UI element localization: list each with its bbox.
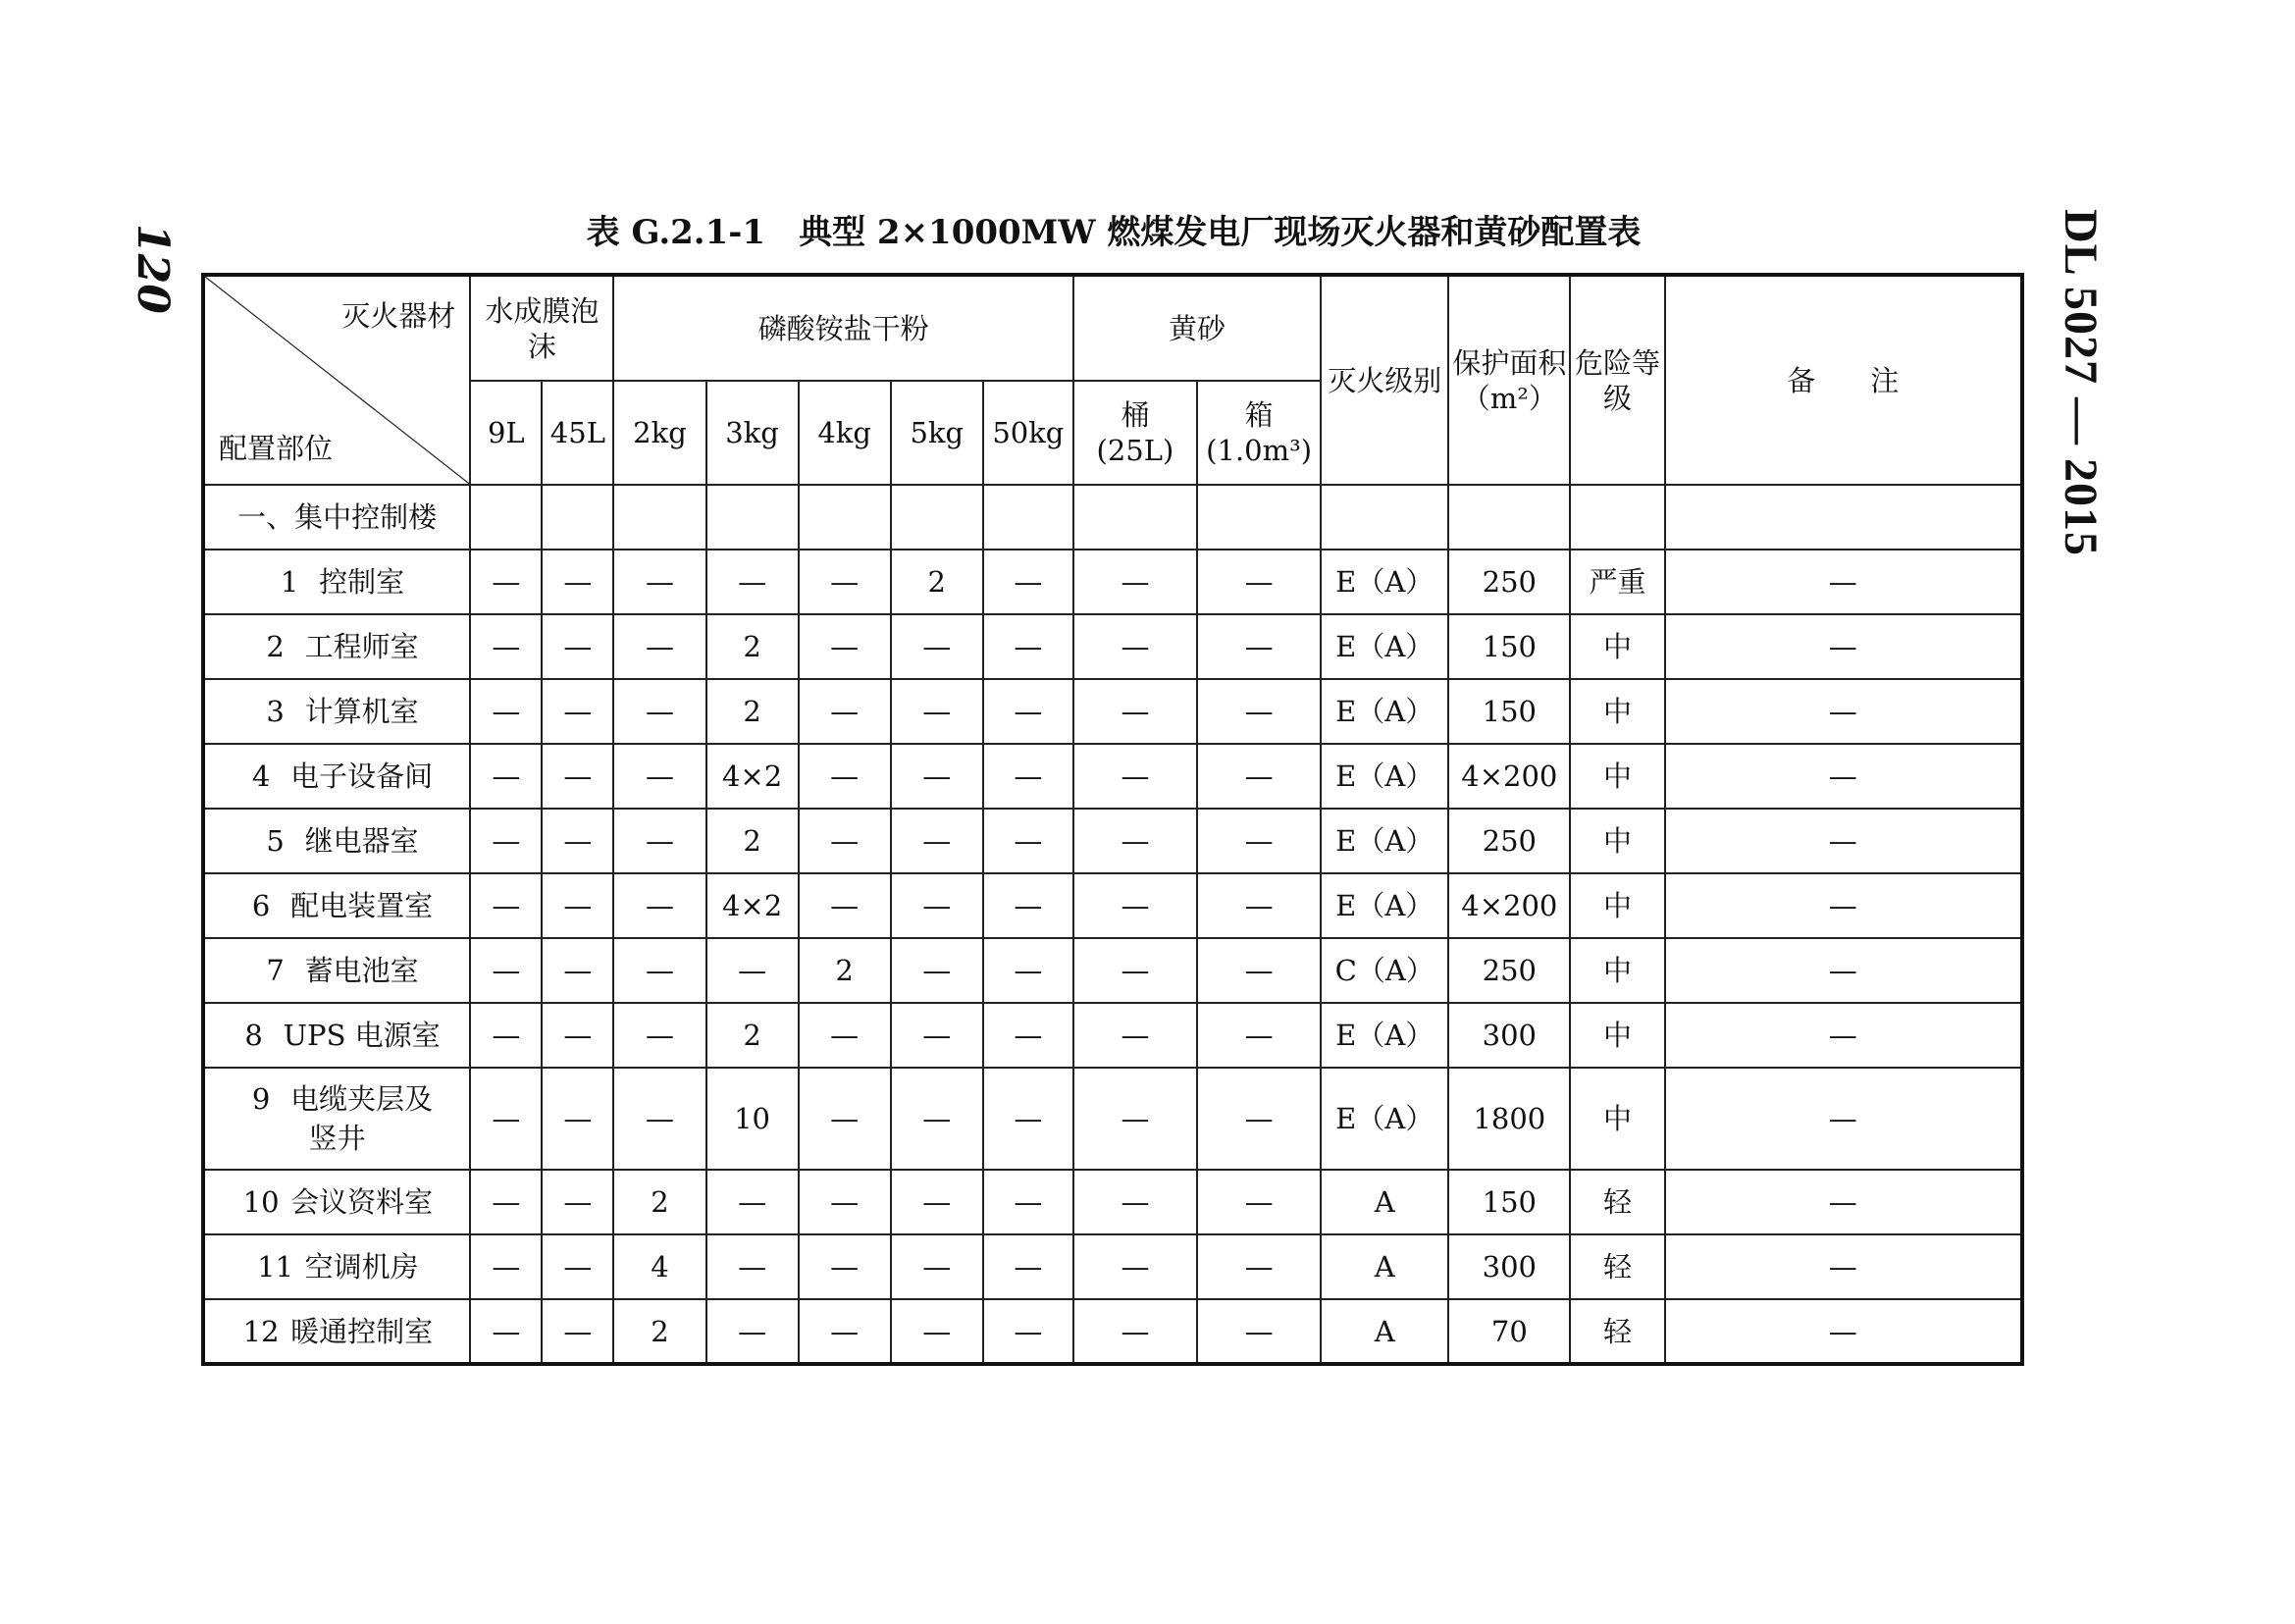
cell-fire-class: A [1321, 1299, 1448, 1364]
location-name: 工程师室 [304, 630, 419, 663]
cell-sand-bucket: — [1073, 550, 1197, 614]
cell-fire-class: E（A） [1321, 1003, 1448, 1068]
table-row [203, 1068, 2022, 1170]
cell-p-50kg: — [983, 1068, 1073, 1170]
cell-remarks: — [1665, 614, 2023, 679]
row-number: 4 [251, 760, 271, 793]
diagonal-header-equipment: 灭火器材 [341, 299, 456, 333]
cell-p-4kg: — [799, 550, 891, 614]
cell-p-5kg: — [891, 1003, 983, 1068]
cell-p-4kg: — [799, 679, 891, 744]
header-powder-2kg: 2kg [613, 381, 705, 485]
cell-p-3kg: 10 [706, 1068, 799, 1170]
location-cell [203, 1068, 470, 1170]
cell-p-2kg: — [613, 1003, 705, 1068]
header-sand: 黄砂 [1073, 275, 1321, 381]
cell-p-5kg: — [891, 1170, 983, 1234]
section-cell [706, 485, 799, 550]
cell-foam-9L: — [470, 1234, 542, 1299]
header-area-unit: （m²） [1461, 381, 1557, 415]
row-number: 11 [257, 1250, 294, 1283]
header-powder-3kg: 3kg [706, 381, 799, 485]
row-number: 2 [266, 630, 285, 663]
cell-sand-box: — [1197, 873, 1321, 938]
cell-p-4kg: — [799, 873, 891, 938]
cell-sand-bucket: — [1073, 1068, 1197, 1170]
cell-foam-9L: — [470, 550, 542, 614]
cell-area: 150 [1448, 1170, 1570, 1234]
cell-foam-45L: — [542, 809, 613, 873]
cell-p-5kg: — [891, 1068, 983, 1170]
location-name: 计算机室 [304, 695, 419, 728]
cell-area: 150 [1448, 679, 1570, 744]
cell-p-3kg: 4×2 [706, 873, 799, 938]
table-row [203, 938, 2022, 1003]
location-cell [203, 1234, 470, 1299]
table-row [203, 873, 2022, 938]
location-name: 会议资料室 [290, 1185, 434, 1219]
cell-p-5kg: — [891, 938, 983, 1003]
cell-foam-45L: — [542, 744, 613, 809]
section-cell [1073, 485, 1197, 550]
header-remarks-b: 注 [1870, 363, 1900, 397]
cell-p-5kg: — [891, 614, 983, 679]
cell-remarks: — [1665, 1003, 2023, 1068]
cell-p-4kg: — [799, 1299, 891, 1364]
cell-sand-bucket: — [1073, 1234, 1197, 1299]
cell-p-4kg: — [799, 1003, 891, 1068]
row-number: 12 [242, 1314, 280, 1348]
cell-p-50kg: — [983, 1003, 1073, 1068]
cell-p-2kg: — [613, 873, 705, 938]
cell-remarks: — [1665, 873, 2023, 938]
cell-sand-box: — [1197, 1170, 1321, 1234]
cell-foam-45L: — [542, 550, 613, 614]
cell-area: 150 [1448, 614, 1570, 679]
cell-remarks: — [1665, 679, 2023, 744]
cell-sand-bucket: — [1073, 1299, 1197, 1364]
cell-foam-45L: — [542, 938, 613, 1003]
cell-remarks: — [1665, 1299, 2023, 1364]
header-foam-45L: 45L [542, 381, 613, 485]
cell-foam-45L: — [542, 614, 613, 679]
cell-foam-9L: — [470, 744, 542, 809]
cell-sand-box: — [1197, 1068, 1321, 1170]
cell-hazard: 中 [1570, 938, 1664, 1003]
location-name: 电子设备间 [290, 760, 434, 793]
cell-p-4kg: — [799, 1234, 891, 1299]
cell-remarks: — [1665, 550, 2023, 614]
cell-hazard: 中 [1570, 873, 1664, 938]
cell-area: 1800 [1448, 1068, 1570, 1170]
cell-p-50kg: — [983, 938, 1073, 1003]
header-hazard-level: 危险等级 [1570, 275, 1664, 485]
cell-p-4kg: — [799, 614, 891, 679]
header-sand-box-label: 箱 [1244, 398, 1274, 432]
location-cell [203, 550, 470, 614]
cell-sand-bucket: — [1073, 873, 1197, 938]
section-row [203, 485, 2022, 550]
cell-p-3kg: — [706, 1299, 799, 1364]
location-cell [203, 1003, 470, 1068]
table-row [203, 550, 2022, 614]
cell-foam-9L: — [470, 809, 542, 873]
cell-fire-class: E（A） [1321, 873, 1448, 938]
section-cell [799, 485, 891, 550]
cell-fire-class: E（A） [1321, 744, 1448, 809]
cell-area: 4×200 [1448, 744, 1570, 809]
cell-p-2kg: 4 [613, 1234, 705, 1299]
cell-area: 300 [1448, 1003, 1570, 1068]
cell-foam-45L: — [542, 1170, 613, 1234]
row-number: 7 [266, 954, 285, 987]
location-cell [203, 614, 470, 679]
cell-p-2kg: — [613, 938, 705, 1003]
cell-hazard: 中 [1570, 679, 1664, 744]
cell-foam-9L: — [470, 938, 542, 1003]
cell-p-4kg: 2 [799, 938, 891, 1003]
table-row [203, 744, 2022, 809]
cell-p-4kg: — [799, 1170, 891, 1234]
cell-foam-9L: — [470, 679, 542, 744]
cell-hazard: 中 [1570, 809, 1664, 873]
header-remarks [1665, 275, 2023, 485]
header-powder-4kg: 4kg [799, 381, 891, 485]
cell-hazard: 轻 [1570, 1234, 1664, 1299]
cell-sand-bucket: — [1073, 1003, 1197, 1068]
cell-fire-class: C（A） [1321, 938, 1448, 1003]
cell-foam-9L: — [470, 1170, 542, 1234]
location-name: 配电装置室 [290, 889, 434, 922]
cell-p-50kg: — [983, 873, 1073, 938]
section-cell [542, 485, 613, 550]
header-foam: 水成膜泡沫 [470, 275, 613, 381]
cell-hazard: 轻 [1570, 1299, 1664, 1364]
cell-hazard: 严重 [1570, 550, 1664, 614]
cell-p-5kg: — [891, 809, 983, 873]
section-cell [1197, 485, 1321, 550]
cell-foam-45L: — [542, 1068, 613, 1170]
cell-sand-box: — [1197, 1234, 1321, 1299]
cell-sand-box: — [1197, 550, 1321, 614]
cell-p-50kg: — [983, 744, 1073, 809]
cell-fire-class: A [1321, 1170, 1448, 1234]
row-number: 1 [280, 565, 299, 599]
cell-p-2kg: — [613, 744, 705, 809]
location-name: 空调机房 [304, 1250, 419, 1283]
extinguisher-config-table [201, 273, 2024, 1366]
cell-remarks: — [1665, 744, 2023, 809]
cell-sand-bucket: — [1073, 1170, 1197, 1234]
cell-p-5kg: — [891, 1299, 983, 1364]
cell-hazard: 中 [1570, 1003, 1664, 1068]
cell-foam-45L: — [542, 1003, 613, 1068]
cell-p-3kg: — [706, 550, 799, 614]
table-row [203, 614, 2022, 679]
cell-remarks: — [1665, 1068, 2023, 1170]
section-cell [1321, 485, 1448, 550]
cell-p-3kg: — [706, 1170, 799, 1234]
cell-sand-box: — [1197, 679, 1321, 744]
cell-remarks: — [1665, 1170, 2023, 1234]
location-cell [203, 938, 470, 1003]
cell-p-2kg: — [613, 550, 705, 614]
cell-remarks: — [1665, 938, 2023, 1003]
location-name: 控制室 [319, 565, 405, 599]
cell-p-4kg: — [799, 744, 891, 809]
cell-hazard: 中 [1570, 614, 1664, 679]
cell-fire-class: A [1321, 1234, 1448, 1299]
cell-p-50kg: — [983, 1170, 1073, 1234]
location-cell [203, 1299, 470, 1364]
data-rows [203, 550, 2022, 1364]
cell-fire-class: E（A） [1321, 809, 1448, 873]
cell-p-2kg: — [613, 614, 705, 679]
location-cell [203, 873, 470, 938]
location-name: UPS 电源室 [283, 1019, 441, 1052]
cell-p-5kg: — [891, 873, 983, 938]
row-number: 9 [251, 1082, 271, 1116]
location-name: 暖通控制室 [290, 1314, 434, 1348]
cell-p-3kg: — [706, 938, 799, 1003]
cell-p-3kg: 2 [706, 614, 799, 679]
cell-p-5kg: — [891, 744, 983, 809]
standard-code: DL 5027 — 2015 [2055, 208, 2107, 557]
section-cell [983, 485, 1073, 550]
cell-remarks: — [1665, 1234, 2023, 1299]
header-foam-9L: 9L [470, 381, 542, 485]
header-sand-box-size: (1.0m³) [1206, 434, 1313, 467]
section-cell [1448, 485, 1570, 550]
row-number: 5 [266, 824, 285, 858]
section-cell [613, 485, 705, 550]
cell-p-2kg: — [613, 679, 705, 744]
cell-fire-class: E（A） [1321, 614, 1448, 679]
cell-foam-45L: — [542, 679, 613, 744]
header-sand-bucket-size: (25L) [1096, 434, 1174, 467]
header-powder-5kg: 5kg [891, 381, 983, 485]
location-cell [203, 744, 470, 809]
cell-hazard: 中 [1570, 1068, 1664, 1170]
cell-p-50kg: — [983, 1234, 1073, 1299]
cell-foam-9L: — [470, 614, 542, 679]
cell-p-2kg: — [613, 809, 705, 873]
cell-area: 70 [1448, 1299, 1570, 1364]
location-name: 继电器室 [304, 824, 419, 858]
section-cell [1665, 485, 2023, 550]
cell-sand-box: — [1197, 809, 1321, 873]
section-cell [470, 485, 542, 550]
cell-sand-bucket: — [1073, 614, 1197, 679]
cell-p-5kg: 2 [891, 550, 983, 614]
header-area-label: 保护面积 [1452, 345, 1567, 380]
location-name: 电缆夹层及 [290, 1082, 434, 1116]
cell-foam-9L: — [470, 1003, 542, 1068]
cell-p-2kg: 2 [613, 1170, 705, 1234]
cell-p-3kg: — [706, 1234, 799, 1299]
location-cell [203, 1170, 470, 1234]
cell-foam-45L: — [542, 1299, 613, 1364]
cell-p-5kg: — [891, 679, 983, 744]
row-number: 8 [244, 1019, 263, 1052]
cell-foam-9L: — [470, 1068, 542, 1170]
cell-fire-class: E（A） [1321, 679, 1448, 744]
cell-sand-bucket: — [1073, 679, 1197, 744]
diagonal-header-cell [203, 275, 470, 485]
table-row [203, 679, 2022, 744]
table-row [203, 809, 2022, 873]
row-number: 10 [242, 1185, 280, 1219]
table-row [203, 1234, 2022, 1299]
cell-hazard: 轻 [1570, 1170, 1664, 1234]
cell-sand-box: — [1197, 744, 1321, 809]
section-cell [1570, 485, 1664, 550]
cell-p-2kg: — [613, 1068, 705, 1170]
cell-fire-class: E（A） [1321, 1068, 1448, 1170]
cell-sand-box: — [1197, 938, 1321, 1003]
cell-foam-45L: — [542, 1234, 613, 1299]
cell-sand-box: — [1197, 614, 1321, 679]
cell-p-3kg: 2 [706, 679, 799, 744]
cell-sand-bucket: — [1073, 938, 1197, 1003]
header-powder: 磷酸铵盐干粉 [613, 275, 1072, 381]
cell-sand-bucket: — [1073, 744, 1197, 809]
cell-p-2kg: 2 [613, 1299, 705, 1364]
location-name-continued: 竖井 [308, 1122, 366, 1155]
header-sand-bucket [1073, 381, 1197, 485]
cell-fire-class: E（A） [1321, 550, 1448, 614]
section-title: 一、集中控制楼 [203, 485, 470, 550]
cell-sand-box: — [1197, 1003, 1321, 1068]
header-row-1 [203, 275, 2022, 381]
header-sand-box [1197, 381, 1321, 485]
cell-area: 300 [1448, 1234, 1570, 1299]
diagonal-header-location: 配置部位 [219, 432, 334, 465]
cell-p-50kg: — [983, 1299, 1073, 1364]
cell-p-3kg: 2 [706, 809, 799, 873]
cell-area: 4×200 [1448, 873, 1570, 938]
cell-area: 250 [1448, 809, 1570, 873]
row-number: 6 [251, 889, 271, 922]
cell-sand-box: — [1197, 1299, 1321, 1364]
header-powder-50kg: 50kg [983, 381, 1073, 485]
cell-p-50kg: — [983, 614, 1073, 679]
table-title: 表 G.2.1-1 典型 2×1000MW 燃煤发电厂现场灭火器和黄砂配置表 [586, 213, 1642, 252]
cell-foam-9L: — [470, 873, 542, 938]
cell-area: 250 [1448, 550, 1570, 614]
table-row [203, 1299, 2022, 1364]
cell-foam-45L: — [542, 873, 613, 938]
table-row [203, 1003, 2022, 1068]
cell-p-50kg: — [983, 679, 1073, 744]
cell-p-50kg: — [983, 809, 1073, 873]
location-cell [203, 809, 470, 873]
page-number: 120 [128, 224, 178, 314]
cell-hazard: 中 [1570, 744, 1664, 809]
cell-area: 250 [1448, 938, 1570, 1003]
cell-p-4kg: — [799, 809, 891, 873]
cell-sand-bucket: — [1073, 809, 1197, 873]
location-cell [203, 679, 470, 744]
header-fire-class: 灭火级别 [1321, 275, 1448, 485]
header-remarks-a: 备 [1787, 363, 1816, 397]
cell-p-5kg: — [891, 1234, 983, 1299]
header-protected-area [1448, 275, 1570, 485]
cell-p-3kg: 2 [706, 1003, 799, 1068]
cell-foam-9L: — [470, 1299, 542, 1364]
table-row [203, 1170, 2022, 1234]
section-cell [891, 485, 983, 550]
location-name: 蓄电池室 [304, 954, 419, 987]
cell-remarks: — [1665, 809, 2023, 873]
cell-p-3kg: 4×2 [706, 744, 799, 809]
cell-p-4kg: — [799, 1068, 891, 1170]
header-sand-bucket-label: 桶 [1121, 398, 1150, 432]
cell-p-50kg: — [983, 550, 1073, 614]
row-number: 3 [266, 695, 285, 728]
